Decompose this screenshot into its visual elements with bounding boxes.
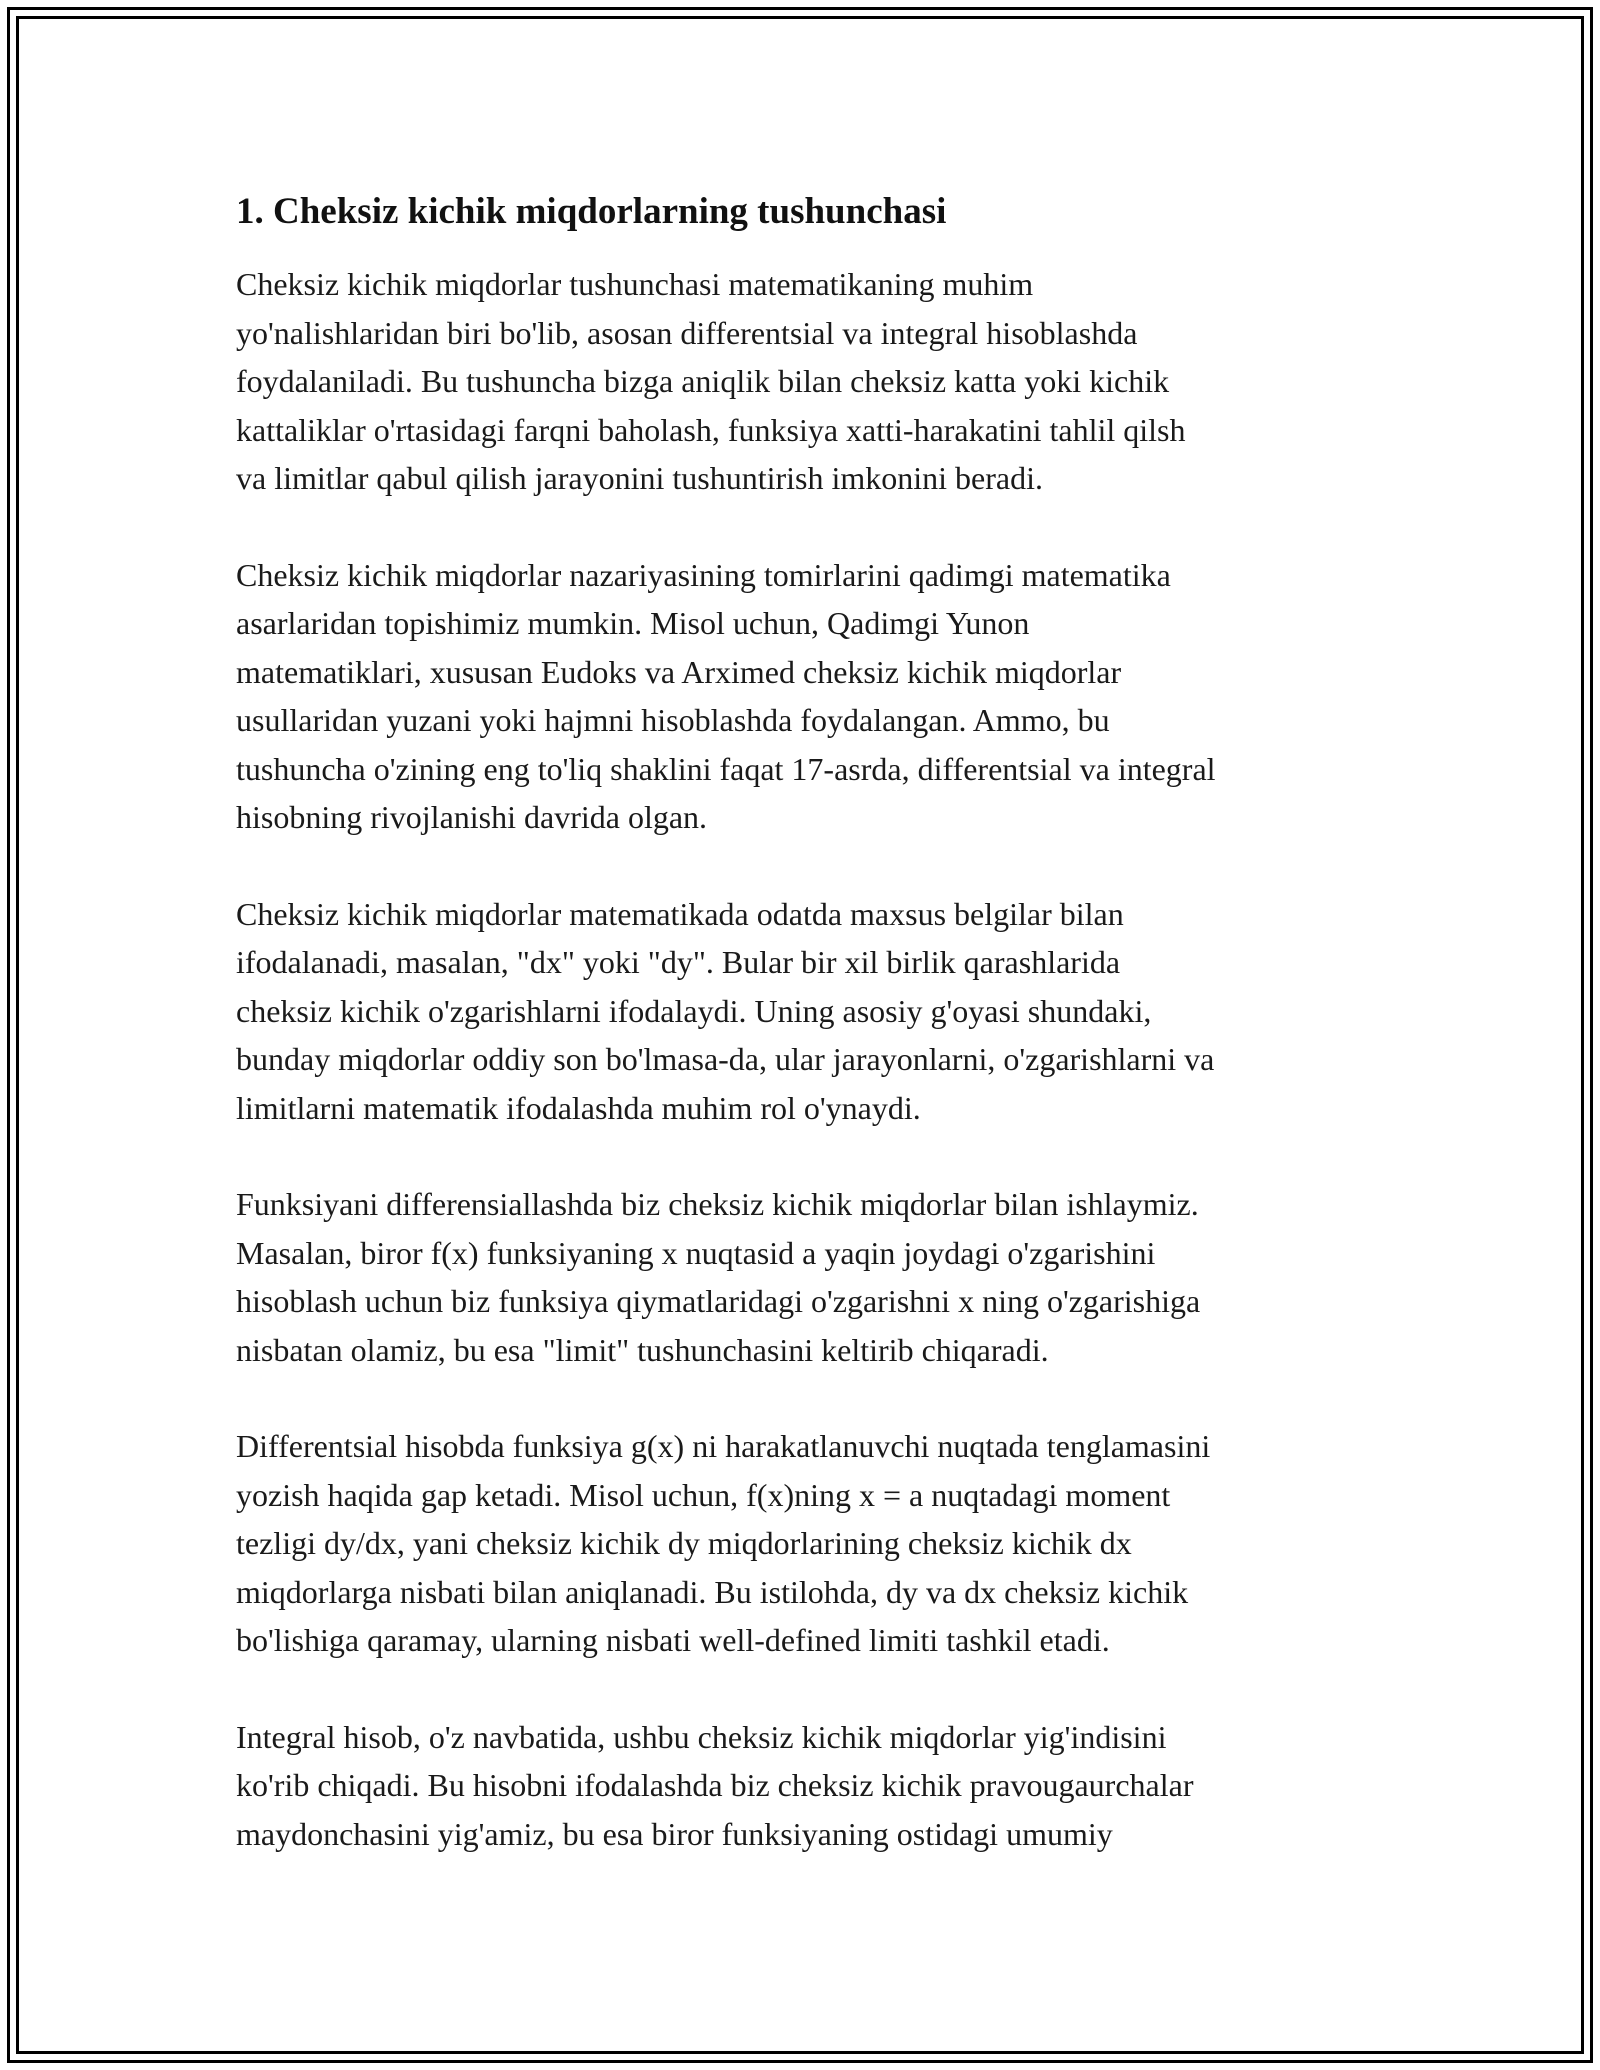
paragraph-line: cheksiz kichik o'zgarishlarni ifodalaydi. Uning asosiy g'oyasi shundaki, <box>236 992 1152 1029</box>
paragraph-line: asarlaridan topishimiz mumkin. Misol uchun, Qadimgi Yunon <box>236 605 1030 641</box>
paragraph-line: tushuncha o'zining eng to'liq shaklini faqat 17-asrda, differentsial va integral <box>236 750 1216 787</box>
paragraph-line: va limitlar qabul qilish jarayonini tushuntirish imkonini beradi. <box>236 460 1043 496</box>
paragraph-line: bunday miqdorlar oddiy son bo'lmasa-da, ular jarayonlarni, o'zgarishlarni va <box>236 1041 1215 1077</box>
paragraph-line: matematiklari, xususan Eudoks va Arximed cheksiz kichik miqdorlar <box>236 653 1122 690</box>
document-body <box>236 188 1366 1906</box>
paragraph-line: Cheksiz kichik miqdorlar nazariyasining tomirlarini qadimgi matematika <box>236 556 1171 593</box>
paragraph-1 <box>236 260 1366 503</box>
paragraph-line: bo'lishiga qaramay, ularning nisbati well-defined limiti tashkil etadi. <box>236 1622 1110 1658</box>
paragraph-line: kattaliklar o'rtasidagi farqni baholash, funksiya xatti-harakatini tahlil qilsh <box>236 411 1186 448</box>
paragraph-line: miqdorlarga nisbati bilan aniqlanadi. Bu istilohda, dy va dx cheksiz kichik <box>236 1573 1189 1610</box>
paragraph-line: hisobning rivojlanishi davrida olgan. <box>236 799 708 835</box>
section-title: 1. Cheksiz kichik miqdorlarning tushunchasi <box>236 191 947 232</box>
paragraph-line: ko'rib chiqadi. Bu hisobni ifodalashda biz cheksiz kichik pravougaurchalar <box>236 1767 1194 1803</box>
paragraph-2 <box>236 551 1366 842</box>
paragraph-line: nisbatan olamiz, bu esa "limit" tushunchasini keltirib chiqaradi. <box>236 1331 1049 1368</box>
paragraph-line: hisoblash uchun biz funksiya qiymatlaridagi o'zgarishni x ning o'zgarishiga <box>236 1283 1201 1319</box>
paragraph-line: usullaridan yuzani yoki hajmni hisoblashda foydalangan. Ammo, bu <box>236 702 1110 738</box>
paragraph-line: Cheksiz kichik miqdorlar tushunchasi matematikaning muhim <box>236 266 1034 302</box>
paragraph-line: yozish haqida gap ketadi. Misol uchun, f(x)ning x = a nuqtadagi moment <box>236 1476 1171 1513</box>
paragraph-4 <box>236 1180 1366 1374</box>
paragraph-line: ifodalanadi, masalan, "dx" yoki "dy". Bular bir xil birlik qarashlarida <box>236 944 1121 980</box>
paragraph-line: maydonchasini yig'amiz, bu esa biror funksiyaning ostidagi umumiy <box>236 1815 1113 1852</box>
paragraph-line: Integral hisob, o'z navbatida, ushbu cheksiz kichik miqdorlar yig'indisini <box>236 1718 1167 1755</box>
paragraph-5 <box>236 1422 1366 1665</box>
paragraph-line: tezligi dy/dx, yani cheksiz kichik dy miqdorlarining cheksiz kichik dx <box>236 1525 1132 1561</box>
paragraph-line: Cheksiz kichik miqdorlar matematikada odatda maxsus belgilar bilan <box>236 895 1124 932</box>
paragraph-line: Differentsial hisobda funksiya g(x) ni harakatlanuvchi nuqtada tenglamasini <box>236 1428 1211 1464</box>
paragraph-3 <box>236 890 1366 1133</box>
paragraph-line: Masalan, biror f(x) funksiyaning x nuqtasid a yaqin joydagi o'zgarishini <box>236 1234 1156 1271</box>
paragraph-line: foydalaniladi. Bu tushuncha bizga aniqlik bilan cheksiz katta yoki kichik <box>236 363 1170 399</box>
paragraph-line: limitlarni matematik ifodalashda muhim rol o'ynaydi. <box>236 1089 921 1126</box>
paragraph-line: yo'nalishlaridan biri bo'lib, asosan differentsial va integral hisoblashda <box>236 314 1138 351</box>
paragraph-6 <box>236 1713 1366 1859</box>
paragraph-line: Funksiyani differensiallashda biz cheksiz kichik miqdorlar bilan ishlaymiz. <box>236 1186 1199 1222</box>
